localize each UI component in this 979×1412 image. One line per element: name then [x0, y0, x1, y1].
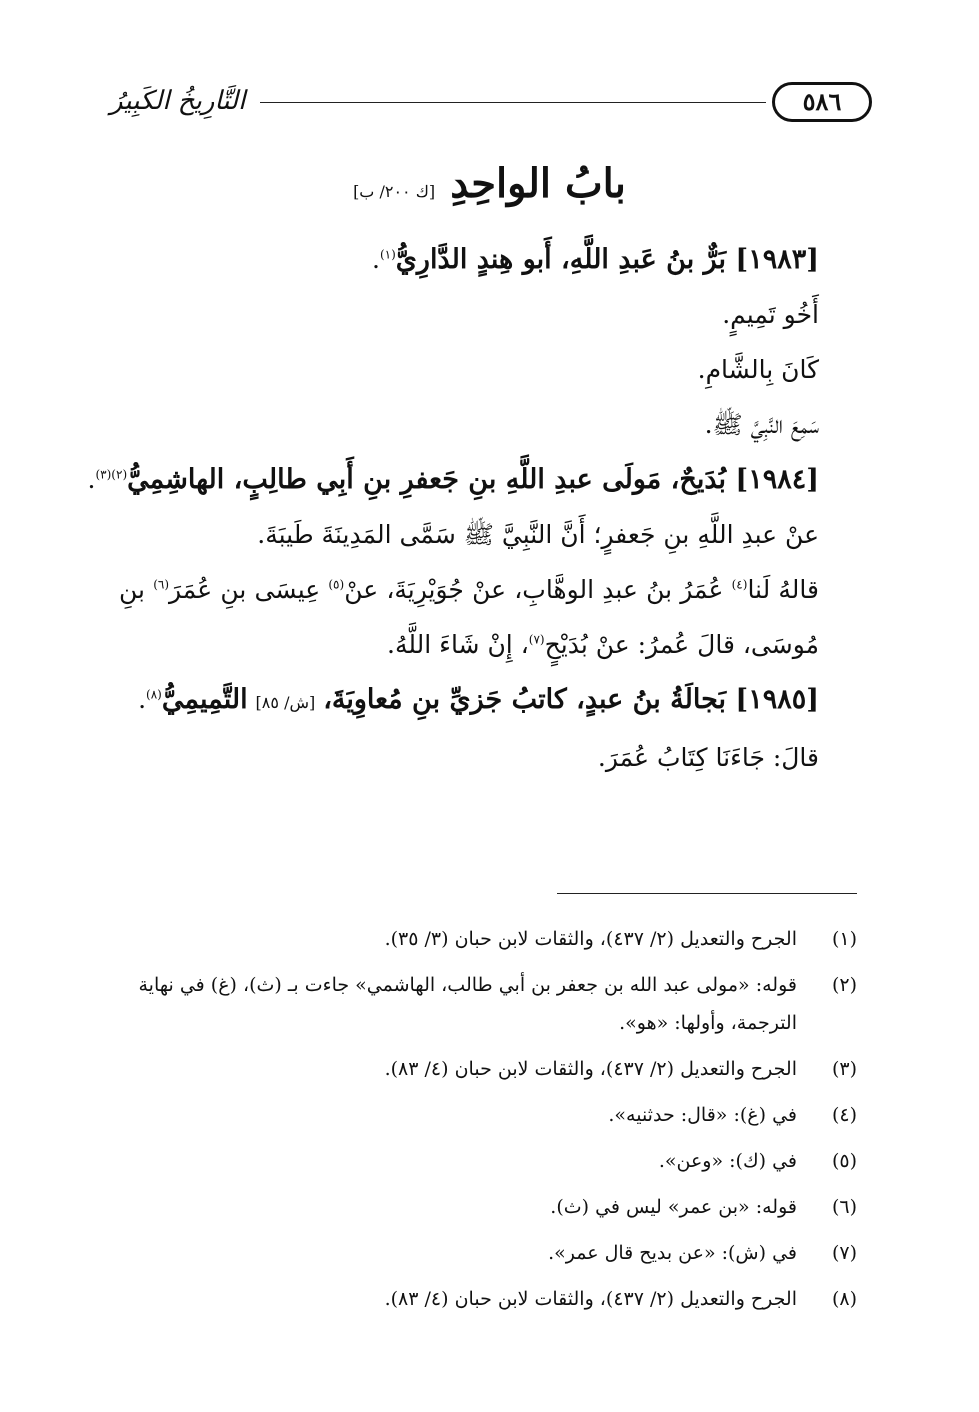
footnote-number: (٨)	[831, 1288, 857, 1310]
footnote-text: الجرح والتعديل (٢/ ٤٣٧)، والثقات لابن حبان (٤/ ٨٣).	[384, 1288, 797, 1310]
entry-heading	[119, 232, 819, 287]
footnote	[107, 920, 857, 958]
entry-title: [١٩٨٥] بَجالَةُ بنُ عبدٍ، كاتبُ جَزيِّ بنِ مُعاوِيَةَ،	[323, 684, 819, 715]
footnote-marker: (١)	[379, 247, 396, 262]
footnote-text: الجرح والتعديل (٢/ ٤٣٧)، والثقات لابن حبان (٤/ ٨٣).	[384, 1058, 797, 1080]
text-line: عنْ عبدِ اللَّهِ بنِ جَعفرٍ؛ أَنَّ النَّبِيَّ ﷺ سَمَّى المَدِينَةَ طَيبَةَ.	[257, 520, 819, 549]
footnote-number: (١)	[831, 928, 857, 950]
footnote-number: (٣)	[831, 1058, 857, 1080]
footnote	[107, 1142, 857, 1180]
footnote-number: (٧)	[831, 1242, 857, 1264]
footnote-text: في (غ): «قال: حدثنيه».	[608, 1104, 797, 1126]
text-line: سَمِعَ النَّبِيَّ ﷺ.	[704, 410, 819, 439]
entry-title-tail: التَّمِيمِيُّ	[161, 684, 248, 715]
text-span: قالهُ لَنا	[747, 575, 819, 604]
footnote	[107, 966, 857, 1042]
footnote	[107, 1096, 857, 1134]
book-title: التَّارِيخُ الكَبِيرُ	[110, 86, 246, 116]
footnote-marker: (٤)	[731, 577, 748, 592]
text-span: ، إِنْ شَاءَ اللَّهُ.	[387, 630, 529, 659]
header-rule	[260, 102, 766, 103]
entry-title: [١٩٨٤] بُدَيحٌ، مَولَى عبدِ اللَّهِ بنِ جَعفرِ بنِ أَبِي طالِبٍ، الهاشِمِيُّ	[127, 464, 819, 495]
footnote-marker: (٢)(٣)	[95, 467, 128, 482]
manuscript-ref: [ك ٢٠٠/ ب]	[353, 182, 436, 201]
running-header	[110, 80, 872, 130]
footnote-number: (٦)	[831, 1196, 857, 1218]
footnote-text: قوله: «بن عمر» ليس في (ث).	[550, 1196, 797, 1218]
footnote-text: قوله: «مولى عبد الله بن جعفر بن أبي طالب، الهاشمي» جاءت بـ (ث)، (غ) في نهاية الترجمة، وأولها: «هو».	[138, 974, 797, 1034]
entry-title: [١٩٨٣] بَرٌّ بنُ عَبدِ اللَّهِ، أَبو هِندٍ الدَّارِيُّ	[395, 244, 819, 275]
footnote-text: الجرح والتعديل (٢/ ٤٣٧)، والثقات لابن حبان (٣/ ٣٥).	[384, 928, 797, 950]
footnote-number: (٤)	[831, 1104, 857, 1126]
entry-heading	[87, 452, 819, 507]
text-span: بنِ مُوسَى، قالَ عُمرُ: عنْ بُدَيْحٍ	[119, 575, 819, 659]
text-line: أَخُو تَمِيمٍ.	[722, 300, 819, 329]
chapter-heading	[0, 160, 979, 207]
entry-heading	[119, 672, 819, 730]
footnote	[107, 1280, 857, 1318]
punctuation: .	[87, 465, 96, 494]
chapter-title: بابُ الواحِدِ	[450, 160, 626, 207]
footnote-marker: (٧)	[528, 632, 545, 647]
footnote-number: (٥)	[831, 1150, 857, 1172]
footnote-text: في (ش): «عن بديح قال عمر».	[548, 1242, 797, 1264]
footnote	[107, 1188, 857, 1226]
isnad-paragraph	[119, 562, 819, 672]
page-number-badge: ٥٨٦	[772, 82, 872, 122]
text-line: قالَ: جَاءَنَا كِتَابُ عُمَرَ.	[597, 743, 819, 772]
manuscript-ref: [ش/ ٨٥]	[255, 693, 316, 712]
text-span: عِيسَى بنِ عُمَرَ	[169, 575, 329, 604]
footnotes	[107, 920, 857, 1318]
footnote	[107, 1234, 857, 1272]
footnote-marker: (٦)	[153, 577, 170, 592]
text-line: كَانَ بِالشَّامِ.	[697, 355, 819, 384]
footnote-text: في (ك): «وعن».	[658, 1150, 797, 1172]
footnote	[107, 1050, 857, 1088]
footnote-marker: (٥)	[328, 577, 345, 592]
footnote-marker: (٨)	[146, 687, 162, 702]
punctuation: .	[138, 685, 147, 714]
punctuation: .	[371, 245, 380, 274]
footnote-separator	[557, 893, 857, 894]
main-text	[87, 232, 819, 785]
text-span: عُمَرُ بنُ عبدِ الوهَّابِ، عنْ جُوَيْرِيَةَ، عنْ	[344, 575, 732, 604]
footnote-number: (٢)	[831, 974, 857, 996]
